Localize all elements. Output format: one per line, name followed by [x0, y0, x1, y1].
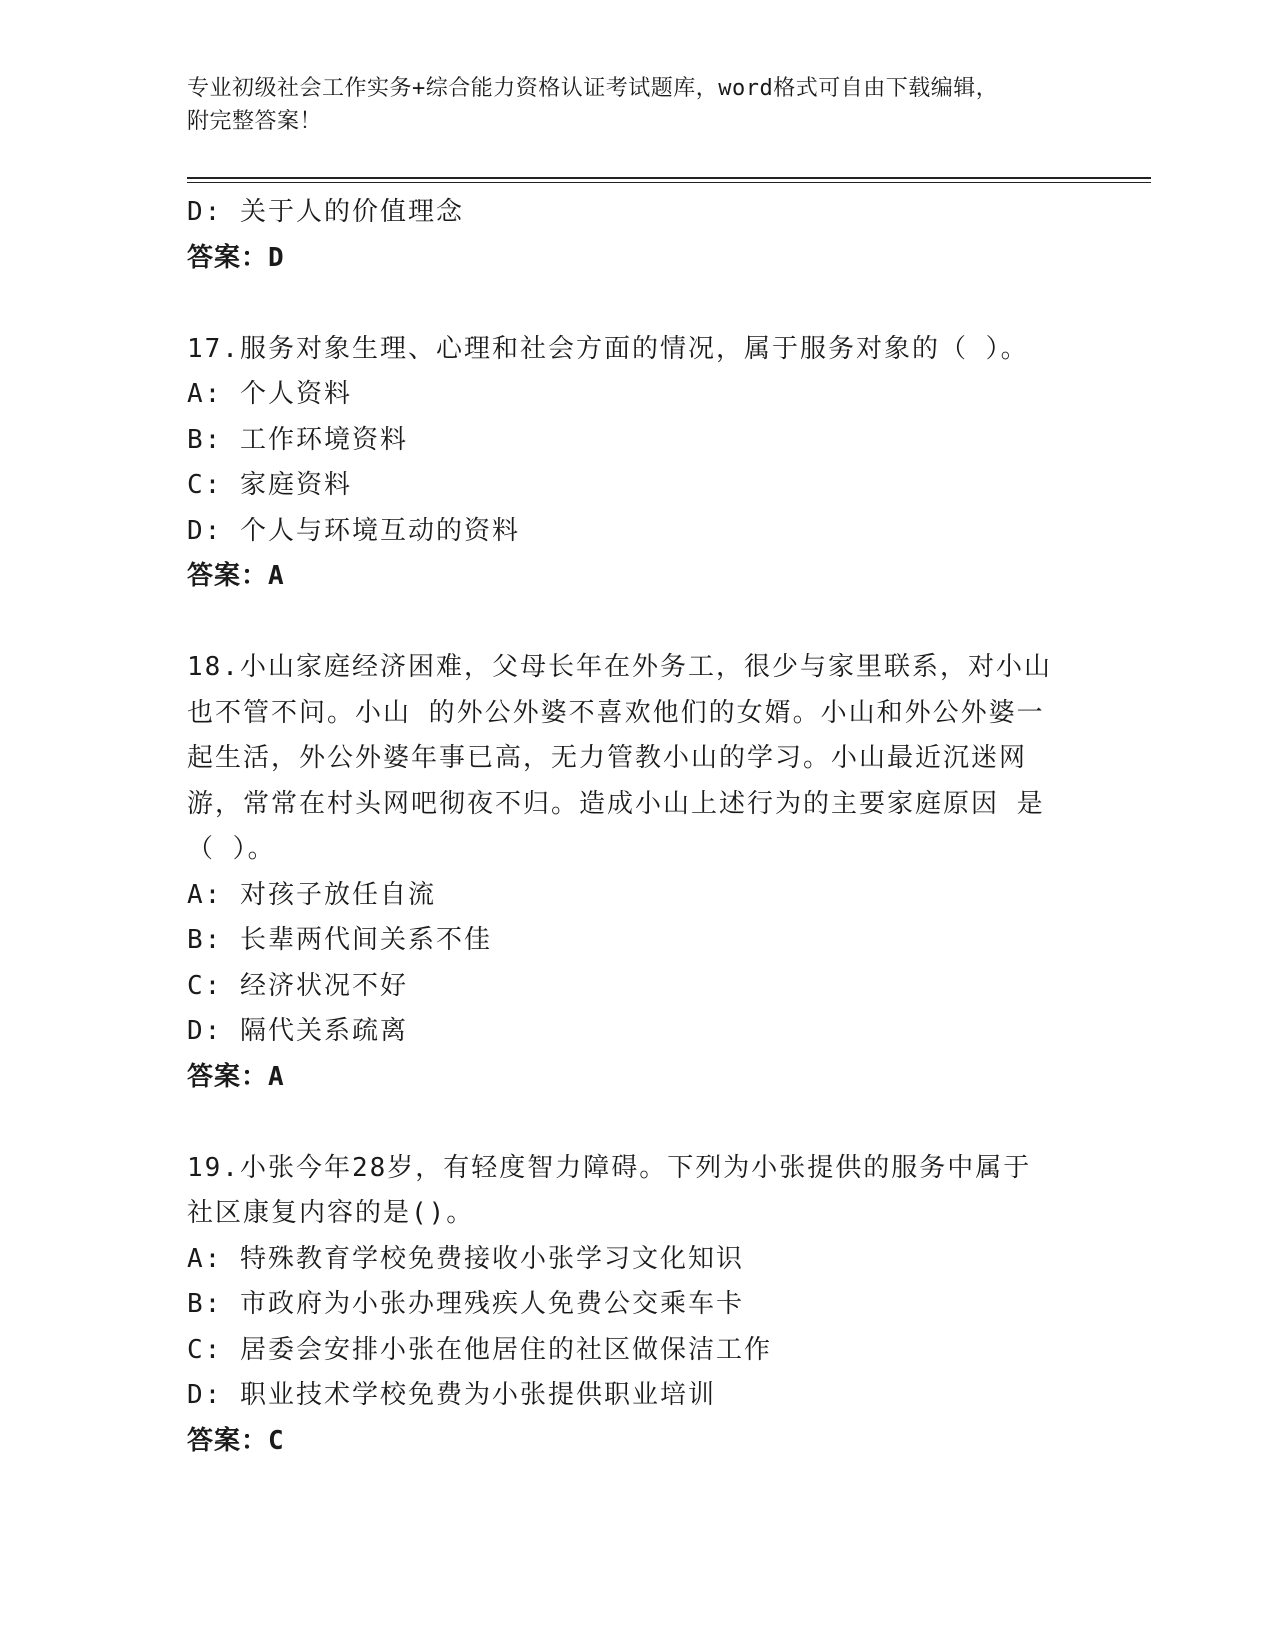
- stem-line: 18.小山家庭经济困难，父母长年在外务工，很少与家里联系，对小山: [187, 652, 1052, 682]
- option-a: A: 对孩子放任自流: [187, 879, 436, 910]
- stem-line: 19.小张今年28岁，有轻度智力障碍。下列为小张提供的服务中属于: [187, 1152, 1032, 1183]
- stem-line: （ ）。: [187, 834, 276, 864]
- option-c: C: 经济状况不好: [187, 970, 408, 1001]
- option-d: D: 关于人的价值理念: [187, 197, 464, 227]
- option-b: B: 长辈两代间关系不佳: [187, 925, 492, 955]
- stem-line: 也不管不问。小山 的外公外婆不喜欢他们的女婿。小山和外公外婆一: [187, 697, 1045, 728]
- answer-line: 答案：A: [187, 561, 285, 591]
- question-18: [187, 645, 1087, 1100]
- header-line-2: 附完整答案！: [187, 109, 323, 134]
- answer-line: 答案：D: [187, 242, 285, 273]
- question-17: [187, 327, 1087, 600]
- option-a: A: 特殊教育学校免费接收小张学习文化知识: [187, 1243, 744, 1274]
- header-divider-thick: [187, 177, 1151, 179]
- header-line-1: 专业初级社会工作实务+综合能力资格认证考试题库，word格式可自由下载编辑，: [187, 76, 999, 101]
- document-body: [187, 190, 1087, 1464]
- option-c: C: 家庭资料: [187, 470, 352, 500]
- option-d: D: 个人与环境互动的资料: [187, 515, 520, 546]
- stem-line: 17.服务对象生理、心理和社会方面的情况，属于服务对象的（ ）。: [187, 333, 1029, 364]
- question-stem: [187, 645, 1067, 873]
- answer-line: 答案：A: [187, 1061, 285, 1092]
- question-stem: [187, 327, 1067, 373]
- prev-question: [187, 190, 1087, 281]
- stem-line: 社区康复内容的是()。: [187, 1198, 475, 1228]
- option-c: C: 居委会安排小张在他居住的社区做保洁工作: [187, 1334, 772, 1365]
- option-b: B: 工作环境资料: [187, 424, 408, 455]
- header-divider-thin: [187, 182, 1151, 183]
- question-19: [187, 1146, 1087, 1465]
- answer-line: 答案：C: [187, 1425, 285, 1456]
- option-b: B: 市政府为小张办理残疾人免费公交乘车卡: [187, 1289, 744, 1319]
- option-d: D: 职业技术学校免费为小张提供职业培训: [187, 1380, 716, 1410]
- question-stem: [187, 1146, 1067, 1237]
- stem-line: 游，常常在村头网吧彻夜不归。造成小山上述行为的主要家庭原因 是: [187, 788, 1045, 819]
- document-header: [187, 72, 1087, 138]
- option-d: D: 隔代关系疏离: [187, 1016, 408, 1046]
- option-a: A: 个人资料: [187, 379, 352, 409]
- stem-line: 起生活，外公外婆年事已高，无力管教小山的学习。小山最近沉迷网: [187, 743, 1028, 773]
